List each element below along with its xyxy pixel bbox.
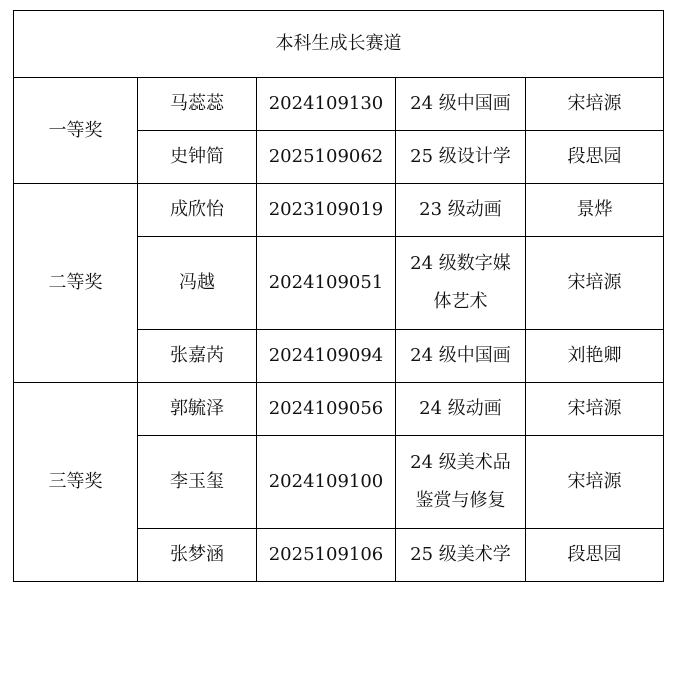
student-class: 25 级设计学 <box>396 131 526 184</box>
table-row <box>14 184 664 237</box>
student-name: 张梦涵 <box>138 529 257 582</box>
table-row <box>14 383 664 436</box>
student-name: 张嘉芮 <box>138 330 257 383</box>
student-id: 2024109100 <box>257 436 396 529</box>
advisor-name: 刘艳卿 <box>526 330 664 383</box>
table-title: 本科生成长赛道 <box>14 11 664 78</box>
student-class: 24 级中国画 <box>396 330 526 383</box>
student-name: 史钟简 <box>138 131 257 184</box>
student-class: 24 级中国画 <box>396 78 526 131</box>
award-level: 二等奖 <box>14 184 138 383</box>
student-id: 2023109019 <box>257 184 396 237</box>
student-id: 2025109106 <box>257 529 396 582</box>
student-id: 2024109094 <box>257 330 396 383</box>
award-level: 一等奖 <box>14 78 138 184</box>
advisor-name: 宋培源 <box>526 78 664 131</box>
student-name: 郭毓泽 <box>138 383 257 436</box>
award-table <box>13 10 664 582</box>
student-class: 25 级美术学 <box>396 529 526 582</box>
advisor-name: 宋培源 <box>526 436 664 529</box>
table-row <box>14 78 664 131</box>
student-name: 冯越 <box>138 237 257 330</box>
student-class-text: 24 级美术品鉴赏与修复 <box>410 452 511 511</box>
student-class <box>396 436 526 529</box>
student-class <box>396 237 526 330</box>
student-class: 24 级动画 <box>396 383 526 436</box>
student-class-text: 24 级数字媒体艺术 <box>410 253 511 312</box>
advisor-name: 景烨 <box>526 184 664 237</box>
advisor-name: 宋培源 <box>526 237 664 330</box>
student-name: 成欣怡 <box>138 184 257 237</box>
student-class: 23 级动画 <box>396 184 526 237</box>
student-id: 2024109051 <box>257 237 396 330</box>
student-name: 马蕊蕊 <box>138 78 257 131</box>
advisor-name: 宋培源 <box>526 383 664 436</box>
advisor-name: 段思园 <box>526 131 664 184</box>
advisor-name: 段思园 <box>526 529 664 582</box>
student-id: 2025109062 <box>257 131 396 184</box>
student-name: 李玉玺 <box>138 436 257 529</box>
award-level: 三等奖 <box>14 383 138 582</box>
student-id: 2024109056 <box>257 383 396 436</box>
student-id: 2024109130 <box>257 78 396 131</box>
